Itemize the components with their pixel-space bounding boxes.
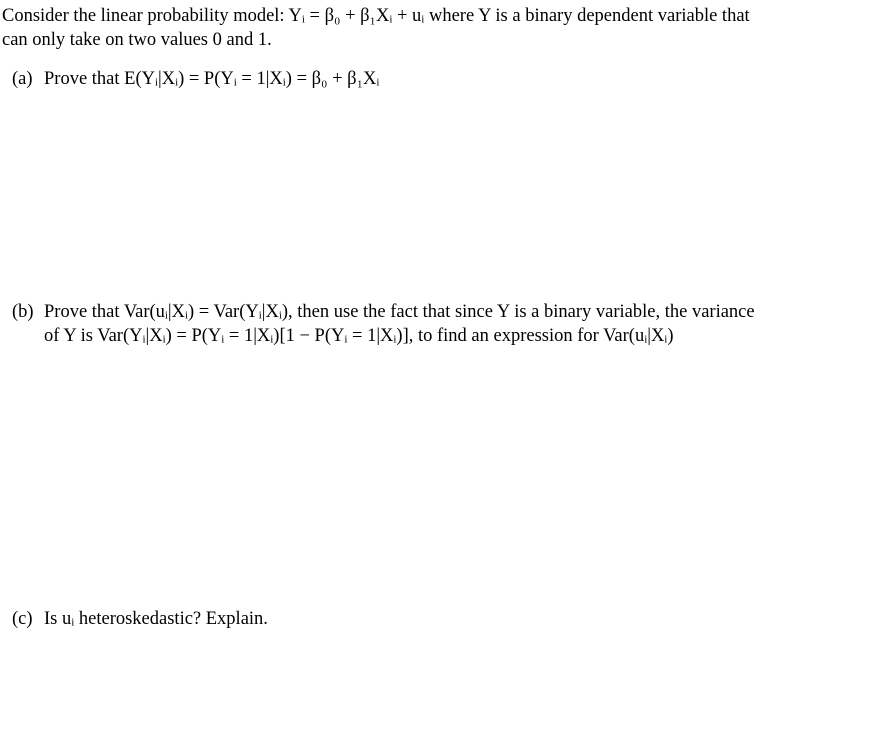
problem-intro <box>2 4 802 52</box>
part-b-line-2: of Y is Var(Yᵢ|Xᵢ) = P(Yᵢ = 1|Xᵢ)[1 − P(Yᵢ = 1|Xᵢ)], to find an expression for Var(uᵢ|Xᵢ) <box>44 326 674 346</box>
part-c-label: (c) <box>12 609 33 629</box>
part-b-label: (b) <box>12 302 34 322</box>
intro-line-2: can only take on two values 0 and 1. <box>2 30 272 50</box>
part-c-text: Is uᵢ heteroskedastic? Explain. <box>44 609 268 629</box>
part-b-body <box>44 300 755 348</box>
part-b-line-1: Prove that Var(uᵢ|Xᵢ) = Var(Yᵢ|Xᵢ), then use the fact that since Y is a binary variable, the variance <box>44 302 755 322</box>
part-a-label: (a) <box>12 69 33 89</box>
part-a-text: Prove that E(Yᵢ|Xᵢ) = P(Yᵢ = 1|Xᵢ) = β₀ + β₁Xᵢ <box>44 69 380 89</box>
intro-line-1: Consider the linear probability model: Yᵢ = β₀ + β₁Xᵢ + uᵢ where Y is a binary dependent variable that <box>2 6 750 26</box>
